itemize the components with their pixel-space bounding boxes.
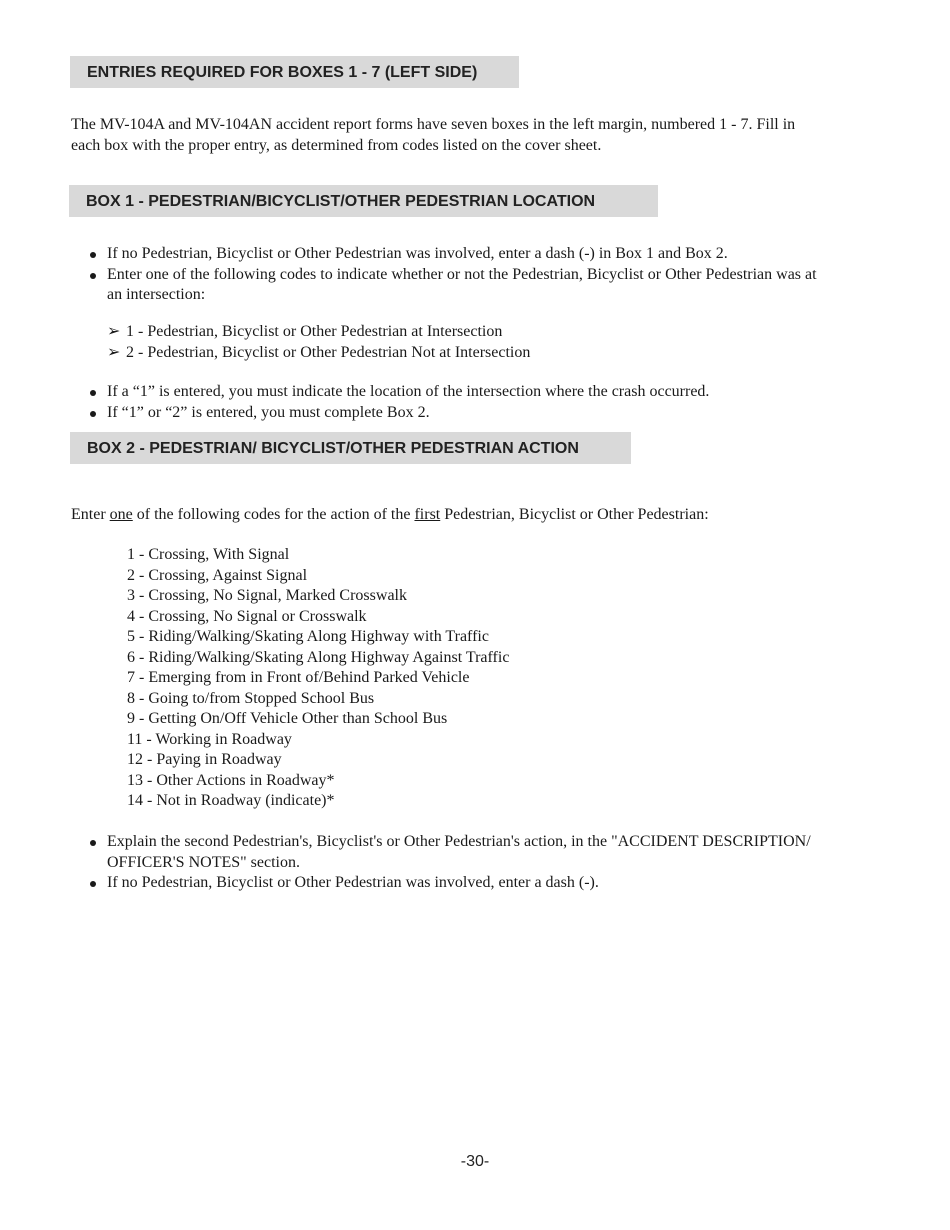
arrow-bullet-icon: ➢ (107, 323, 121, 340)
bullet-dot (90, 273, 96, 279)
arrow-bullet-icon: ➢ (107, 343, 121, 361)
intro-line-2: each box with the proper entry, as determined from codes listed on the cover sheet. (71, 136, 602, 154)
list-item: If no Pedestrian, Bicyclist or Other Pedestrian was involved, enter a dash (-). (71, 873, 911, 894)
intro-paragraph (71, 115, 795, 156)
section-heading-entries: ENTRIES REQUIRED FOR BOXES 1 - 7 (LEFT SIDE) (70, 56, 519, 88)
page-number: -30- (460, 1153, 490, 1170)
box1-bullet-list-a (71, 244, 891, 306)
underlined-one: one (109, 506, 133, 523)
list-item: ➢ 2 - Pedestrian, Bicyclist or Other Pedestrian Not at Intersection (107, 343, 530, 364)
bullet-dot (90, 390, 96, 396)
list-item: 4 - Crossing, No Signal or Crosswalk (127, 607, 367, 625)
list-item: ➢ 1 - Pedestrian, Bicyclist or Other Pedestrian at Intersection (107, 322, 530, 343)
list-item: If “1” or “2” is entered, you must complete Box 2. (71, 403, 891, 424)
box2-intro: Enter one of the following codes for the action of the first Pedestrian, Bicyclist or Other Pedestrian: (71, 506, 709, 523)
box1-bullet-list-b (71, 382, 891, 423)
list-item: 12 - Paying in Roadway (127, 751, 282, 768)
list-item: 2 - Crossing, Against Signal (127, 566, 308, 584)
intro-line-1: The MV-104A and MV-104AN accident report forms have seven boxes in the left margin, numbered 1 - 7. Fill in (71, 116, 796, 133)
list-item: 1 - Crossing, With Signal (127, 546, 290, 563)
section-heading-box1: BOX 1 - PEDESTRIAN/BICYCLIST/OTHER PEDESTRIAN LOCATION (69, 185, 658, 217)
list-item: If a “1” is entered, you must indicate the location of the intersection where the crash occurred. (71, 382, 891, 403)
bullet-dot (90, 252, 96, 258)
list-item: 3 - Crossing, No Signal, Marked Crosswalk (127, 587, 407, 604)
list-item: 9 - Getting On/Off Vehicle Other than School Bus (127, 710, 448, 727)
list-item: Explain the second Pedestrian's, Bicyclist's or Other Pedestrian's action, in the "ACCIDENT DESCRIPTION/ OFFICER'S NOTES" section. (71, 832, 911, 873)
box2-action-codes (127, 545, 509, 812)
list-item: 5 - Riding/Walking/Skating Along Highway with Traffic (127, 628, 489, 645)
section-heading-box2: BOX 2 - PEDESTRIAN/ BICYCLIST/OTHER PEDESTRIAN ACTION (70, 432, 631, 464)
bullet-dot (90, 411, 96, 417)
box2-bullet-list (71, 832, 911, 894)
underlined-first: first (414, 506, 441, 523)
list-item: 11 - Working in Roadway (127, 730, 292, 748)
list-item: Enter one of the following codes to indicate whether or not the Pedestrian, Bicyclist or Other Pedestrian was at an intersection: (71, 265, 891, 306)
list-item: 13 - Other Actions in Roadway* (127, 771, 335, 789)
bullet-dot (90, 881, 96, 887)
list-item: 14 - Not in Roadway (indicate)* (127, 792, 335, 809)
box1-code-options (107, 322, 530, 363)
list-item: If no Pedestrian, Bicyclist or Other Pedestrian was involved, enter a dash (-) in Box 1 and Box 2. (71, 244, 891, 265)
bullet-dot (90, 840, 96, 846)
list-item: 6 - Riding/Walking/Skating Along Highway Against Traffic (127, 648, 510, 666)
list-item: 7 - Emerging from in Front of/Behind Parked Vehicle (127, 669, 470, 686)
list-item: 8 - Going to/from Stopped School Bus (127, 689, 375, 707)
